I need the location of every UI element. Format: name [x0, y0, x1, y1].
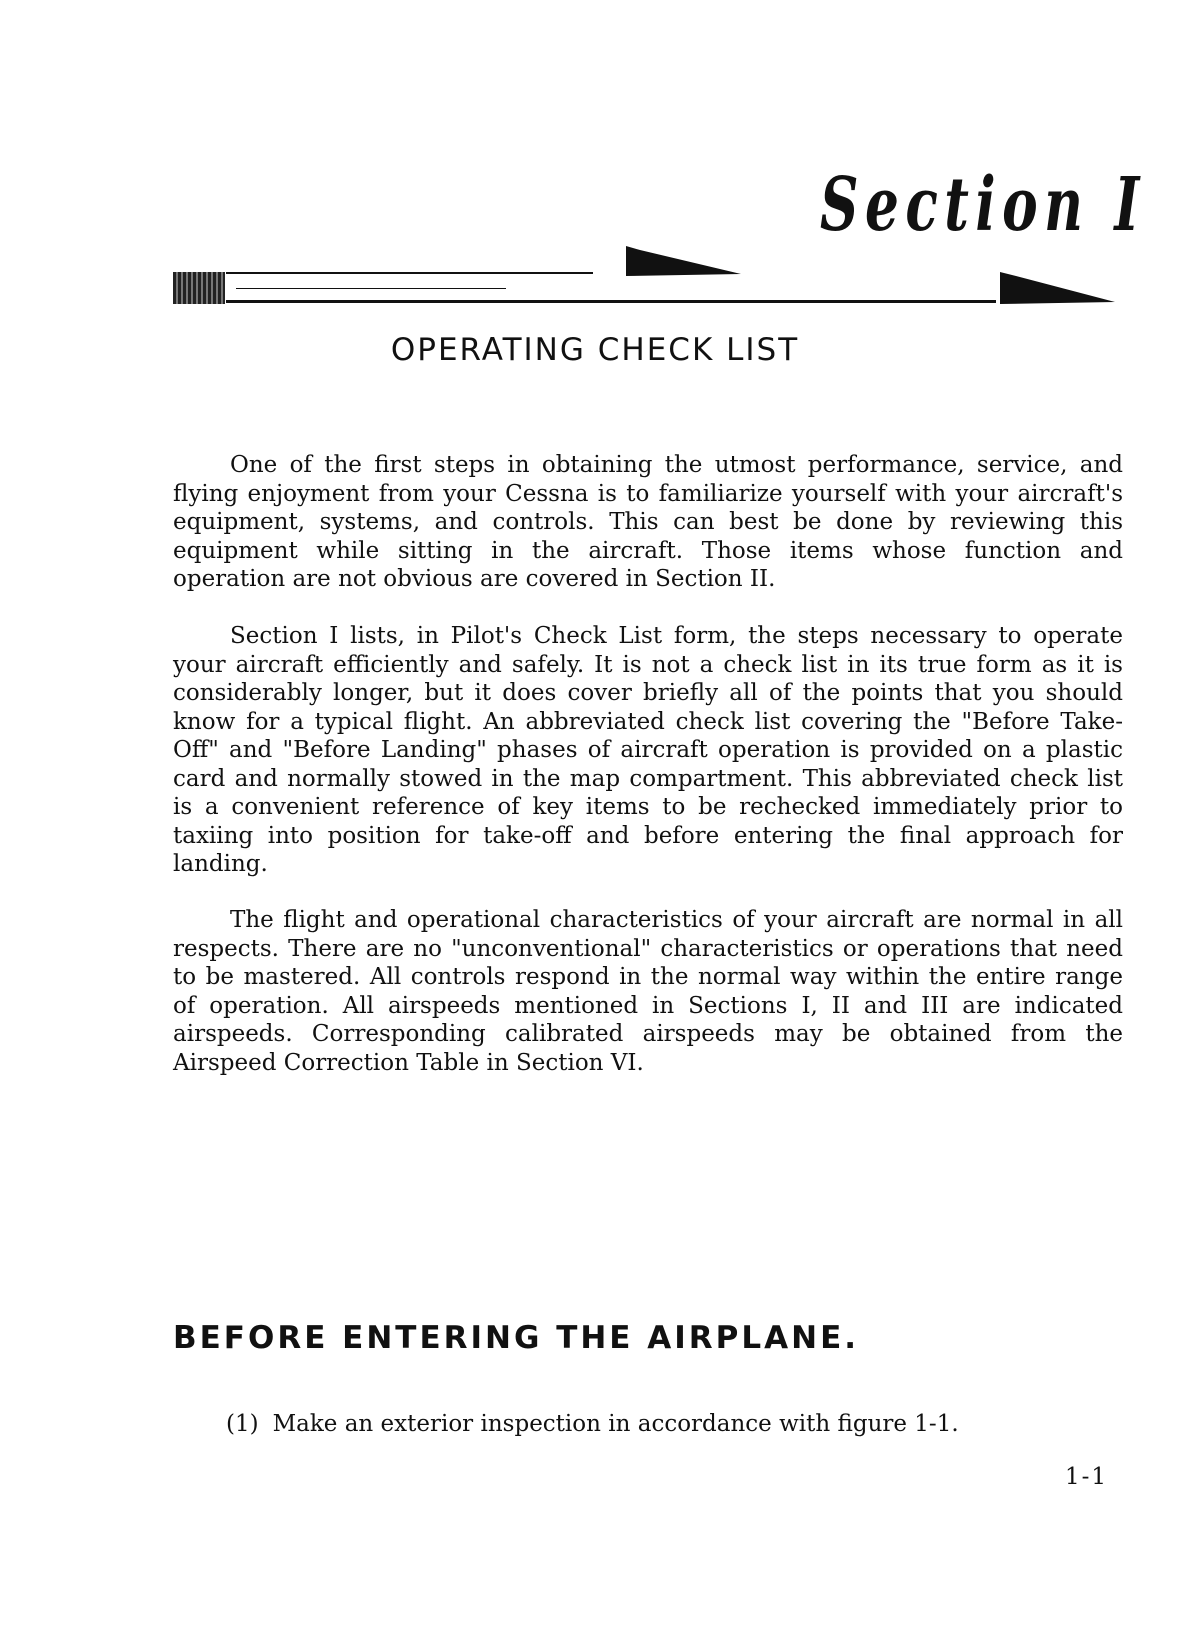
step-number: (1): [226, 1411, 259, 1437]
step-text: Make an exterior inspection in accordance with figure 1-1.: [272, 1411, 959, 1437]
page-heading: OPERATING CHECK LIST: [390, 332, 800, 368]
checklist-paragraph: Section I lists, in Pilot's Check List form, the steps necessary to operate your aircraft efficiently and safely. It is not a check list in its true form as it is considerably longer, but it does cover briefly all of the points that you should know for a typical flight. An abbreviated check list covering the "Before Take-Off" and "Before Landing" phases of aircraft operation is provided on a plastic card and normally stowed in the map compartment. This abbreviated check list is a convenient reference of key items to be rechecked immediately prior to taxiing into position for take-off and before entering the final approach for landing.: [173, 623, 1123, 877]
rule-block: [173, 272, 225, 304]
upper-rule: [226, 272, 593, 274]
intro-paragraph: One of the first steps in obtaining the utmost performance, service, and flying enjoyment from your Cessna is to familiarize yourself with your aircraft's equipment, systems, and controls. This can best be done by reviewing this equipment while sitting in the aircraft. Those items whose function and operation are not obvious are covered in Section II.: [173, 452, 1123, 592]
main-rule: [226, 300, 996, 303]
step-item: [226, 1411, 959, 1437]
right-wedge-icon: [1000, 272, 1115, 304]
upper-wedge-icon: [626, 246, 741, 276]
thin-rule: [236, 288, 506, 289]
section-title: Section I: [820, 162, 1146, 248]
page-number: 1-1: [1064, 1464, 1108, 1490]
characteristics-paragraph: The flight and operational characteristics of your aircraft are normal in all respects. There are no "unconventional" characteristics or operations that need to be mastered. All controls respond in the normal way within the entire range of operation. All airspeeds mentioned in Sections I, II and III are indicated airspeeds. Corresponding calibrated airspeeds may be obtained from the Airspeed Correction Table in Section VI.: [173, 907, 1123, 1076]
section-subheading: BEFORE ENTERING THE AIRPLANE.: [173, 1320, 860, 1356]
